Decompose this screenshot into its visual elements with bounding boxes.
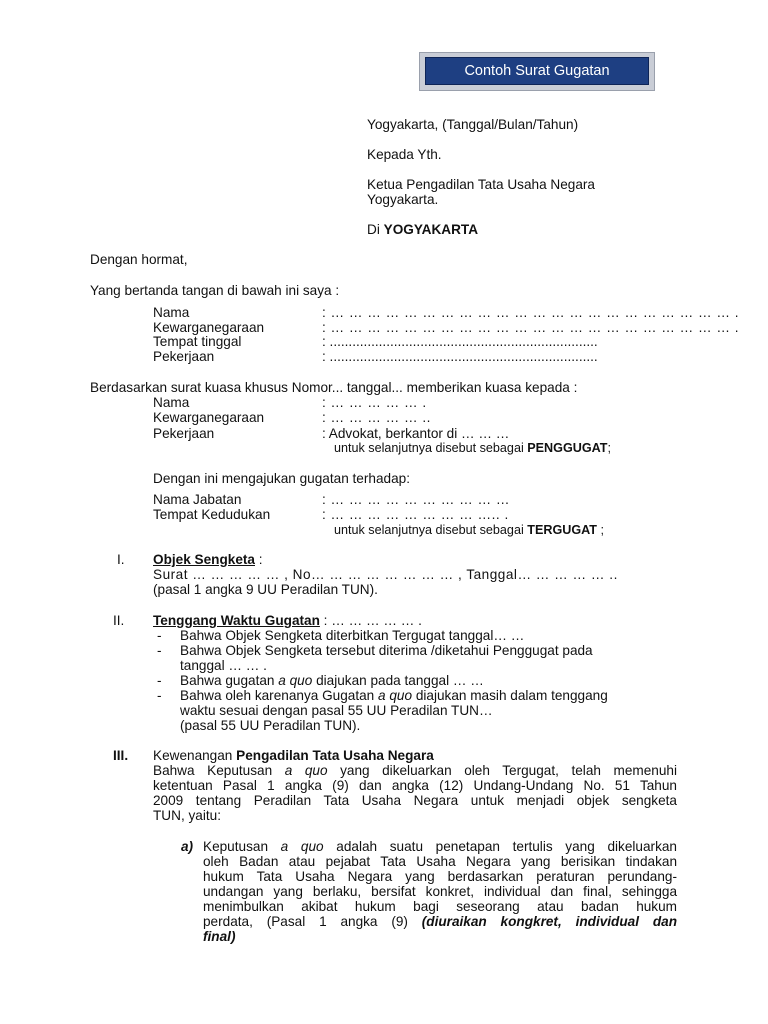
recipient-location: Di YOGYAKARTA bbox=[367, 222, 479, 237]
item-text: menimbulkan akibat hukum bagi seseorang atau badan hukum bbox=[203, 899, 677, 914]
section-text: ketentuan Pasal 1 angka (9) dan angka (12) Undang-Undang No. 51 Tahun bbox=[153, 778, 677, 793]
item-text: oleh Badan atau pejabat Tata Usaha Negara yang berisikan tindakan bbox=[203, 854, 677, 869]
field-label: Nama bbox=[153, 305, 190, 320]
section-text: Surat … … … … … , No… … … … … … … … , Tanggal… … … … … .. bbox=[153, 567, 618, 582]
field-label: Pekerjaan bbox=[153, 426, 215, 441]
field-label: Pekerjaan bbox=[153, 349, 215, 364]
recipient-city: Yogyakarta. bbox=[367, 192, 439, 207]
list-item: Bahwa Objek Sengketa diterbitkan Tergugat tanggal… … bbox=[180, 628, 525, 643]
section-number: I. bbox=[117, 552, 125, 567]
field-value: : Advokat, berkantor di … … … bbox=[322, 426, 510, 441]
document-title: Contoh Surat Gugatan bbox=[425, 57, 649, 85]
section-number: II. bbox=[113, 613, 125, 628]
title-banner bbox=[419, 52, 655, 91]
item-text: hukum Tata Usaha Negara yang berdasarkan peraturan perundang- bbox=[203, 869, 677, 884]
kuasa-intro: Berdasarkan surat kuasa khusus Nomor... tanggal... memberikan kuasa kepada : bbox=[90, 380, 578, 395]
item-text: Keputusan a quo adalah suatu penetapan tertulis yang dikeluarkan bbox=[203, 839, 677, 854]
section-text: (pasal 1 angka 9 UU Peradilan TUN). bbox=[153, 582, 378, 597]
field-value: : … … … … … … … … ….. . bbox=[322, 507, 509, 522]
recipient-title: Ketua Pengadilan Tata Usaha Negara bbox=[367, 177, 595, 192]
field-label: Nama Jabatan bbox=[153, 492, 242, 507]
field-label: Kewarganegaraan bbox=[153, 320, 265, 335]
field-value: : … … … … … . bbox=[322, 395, 427, 410]
item-text: perdata, (Pasal 1 angka (9) (diuraikan kongkret, individual dan bbox=[203, 914, 677, 929]
field-label: Tempat tinggal bbox=[153, 334, 242, 349]
section-heading: Tenggang Waktu Gugatan : … … … … … . bbox=[153, 613, 422, 628]
list-item: Bahwa oleh karenanya Gugatan a quo diajukan masih dalam tenggang bbox=[180, 688, 608, 703]
field-label: Kewarganegaraan bbox=[153, 410, 265, 425]
recipient-salutation: Kepada Yth. bbox=[367, 147, 442, 162]
section-heading: Kewenangan Pengadilan Tata Usaha Negara bbox=[153, 748, 434, 763]
section-text: Bahwa Keputusan a quo yang dikeluarkan oleh Tergugat, telah memenuhi bbox=[153, 763, 677, 778]
defendant-intro: Dengan ini mengajukan gugatan terhadap: bbox=[153, 471, 410, 486]
field-value: : … … … … … .. bbox=[322, 410, 431, 425]
place-date: Yogyakarta, (Tanggal/Bulan/Tahun) bbox=[367, 117, 579, 132]
field-value: : … … … … … … … … … … bbox=[322, 492, 510, 507]
field-value: : ....................................................................... bbox=[322, 334, 598, 349]
bullet: - bbox=[157, 643, 162, 658]
list-item: tanggal … … . bbox=[180, 658, 267, 673]
section-text: TUN, yaitu: bbox=[153, 808, 221, 823]
plaintiff-designation: untuk selanjutnya disebut sebagai PENGGUGAT; bbox=[334, 441, 611, 455]
greeting: Dengan hormat, bbox=[90, 252, 188, 267]
item-text: undangan yang berlaku, bersifat konkret, individual dan final, sehingga bbox=[203, 884, 677, 899]
list-item: waktu sesuai dengan pasal 55 UU Peradilan TUN… bbox=[180, 703, 493, 718]
bullet: - bbox=[157, 628, 162, 643]
defendant-designation: untuk selanjutnya disebut sebagai TERGUGAT ; bbox=[334, 523, 604, 537]
bullet: - bbox=[157, 688, 162, 703]
section-text: 2009 tentang Peradilan Tata Usaha Negara untuk menjadi objek sengketa bbox=[153, 793, 677, 808]
field-value: : … … … … … … … … … … … … … … … … … … … … … … . bbox=[322, 320, 739, 335]
section-heading: Objek Sengketa : bbox=[153, 552, 263, 567]
intro-text: Yang bertanda tangan di bawah ini saya : bbox=[90, 283, 340, 298]
field-value: : … … … … … … … … … … … … … … … … … … … … … … . bbox=[322, 305, 739, 320]
list-item: Bahwa Objek Sengketa tersebut diterima /diketahui Penggugat pada bbox=[180, 643, 593, 658]
field-label: Nama bbox=[153, 395, 190, 410]
list-item: Bahwa gugatan a quo diajukan pada tanggal … … bbox=[180, 673, 484, 688]
field-label: Tempat Kedudukan bbox=[153, 507, 271, 522]
field-value: : ....................................................................... bbox=[322, 349, 598, 364]
section-number: III. bbox=[113, 748, 129, 763]
item-text: final) bbox=[203, 929, 236, 944]
bullet: - bbox=[157, 673, 162, 688]
item-marker: a) bbox=[181, 839, 194, 854]
list-item: (pasal 55 UU Peradilan TUN). bbox=[180, 718, 361, 733]
